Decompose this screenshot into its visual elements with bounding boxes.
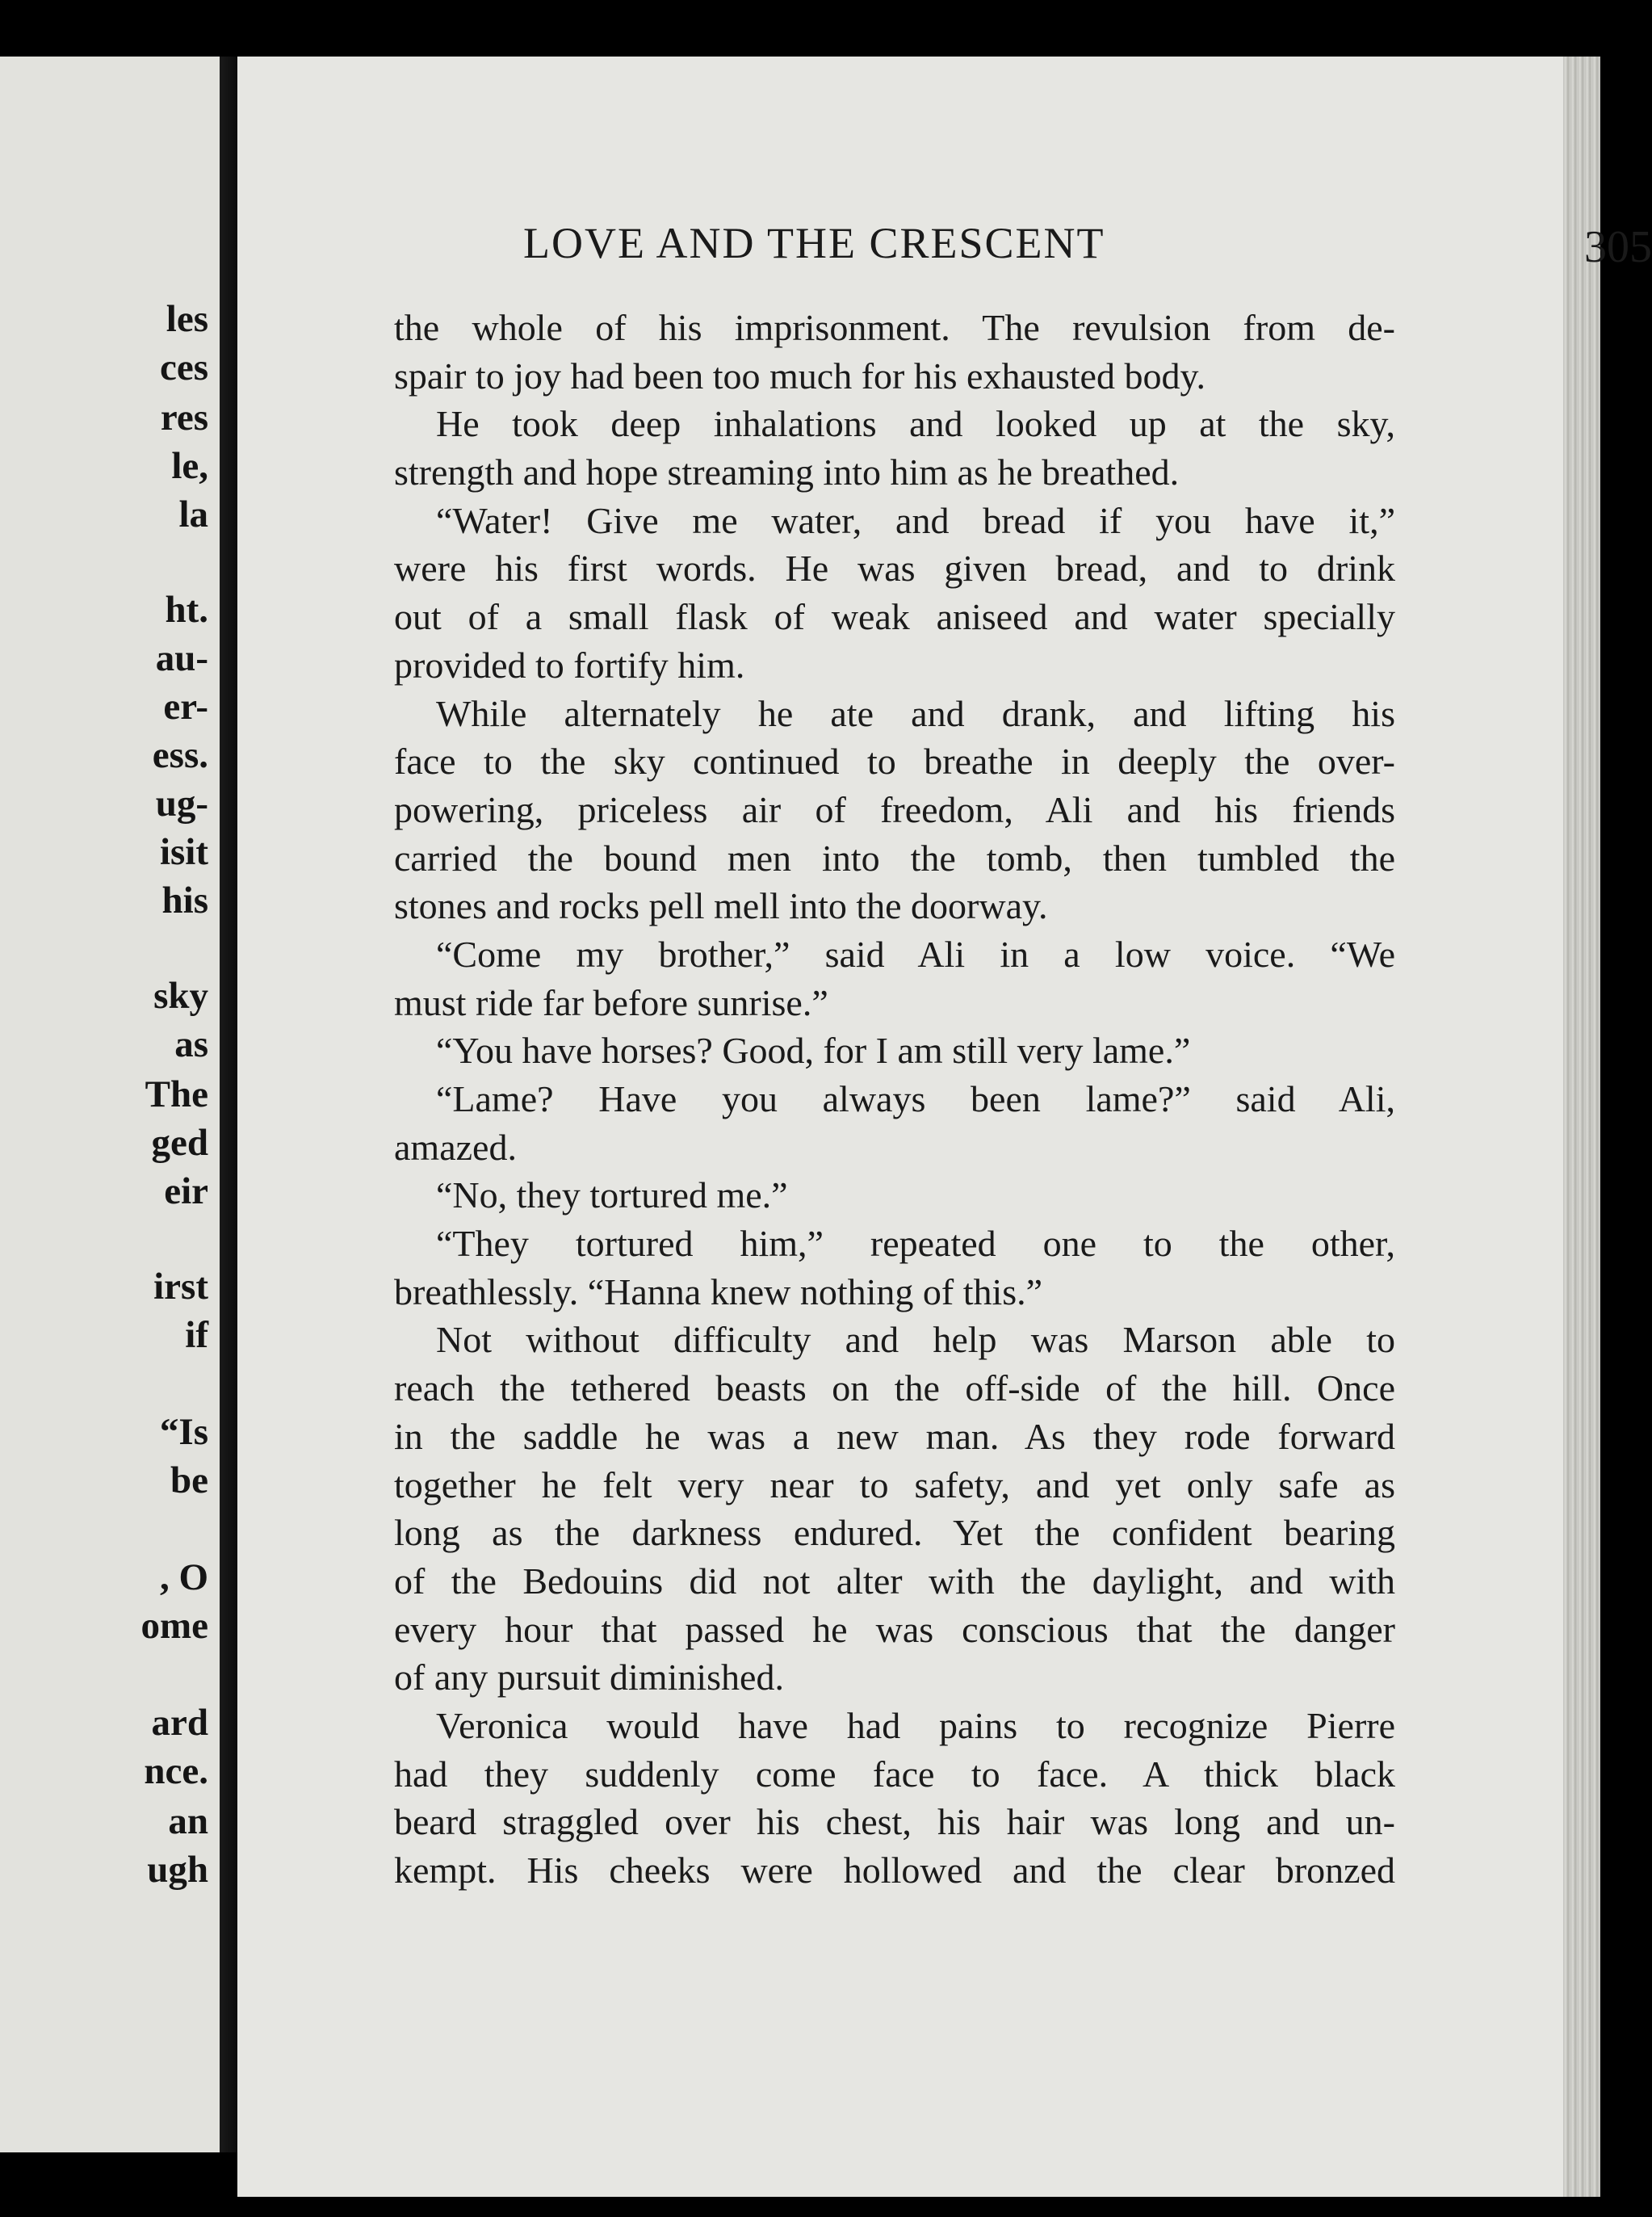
facing-page-fragment: ess. <box>152 734 208 776</box>
text-line: He took deep inhalations and looked up at the sky, <box>436 403 1395 445</box>
facing-page-fragment: au- <box>155 637 208 679</box>
running-head-title: LOVE AND THE CRESCENT <box>523 219 1105 267</box>
facing-page-fragment: ug- <box>155 783 208 825</box>
facing-page-fragment: ugh <box>147 1849 208 1891</box>
text-line: kempt. His cheeks were hollowed and the clear bronzed <box>394 1850 1395 1891</box>
text-line: of the Bedouins did not alter with the daylight, and with <box>394 1560 1395 1602</box>
facing-page-fragment: as <box>174 1023 208 1065</box>
text-line: breathlessly. “Hanna knew nothing of this.” <box>394 1270 1043 1312</box>
text-line: “Lame? Have you always been lame?” said Ali, <box>436 1078 1395 1119</box>
facing-page-fragment: res <box>160 397 208 439</box>
body-text <box>394 304 1395 1895</box>
text-line: strength and hope streaming into him as he breathed. <box>394 451 1180 493</box>
facing-page-fragment: isit <box>159 831 208 873</box>
book-gutter <box>220 57 237 2152</box>
text-line: must ride far before sunrise.” <box>394 981 828 1023</box>
facing-page-fragment: his <box>161 880 208 922</box>
text-line: powering, priceless air of freedom, Ali and his friends <box>394 788 1395 830</box>
text-line: the whole of his imprisonment. The revulsion from de- <box>394 307 1395 348</box>
book-page <box>237 57 1652 2197</box>
facing-page-fragment: les <box>166 298 208 340</box>
facing-page-fragment: eir <box>164 1170 208 1212</box>
text-line: “Water! Give me water, and bread if you have it,” <box>436 499 1395 541</box>
facing-page-fragment: irst <box>153 1266 208 1308</box>
text-line: spair to joy had been too much for his exhausted body. <box>394 355 1205 397</box>
text-line: had they suddenly come face to face. A thick black <box>394 1753 1395 1795</box>
facing-page-fragment: if <box>185 1314 208 1356</box>
facing-page-fragment: , O <box>159 1556 208 1598</box>
facing-page-fragment: “Is <box>159 1411 208 1453</box>
facing-page-fragment: be <box>170 1459 208 1501</box>
text-line: beard straggled over his chest, his hair was long and un- <box>394 1801 1395 1843</box>
text-line: “No, they tortured me.” <box>436 1174 788 1216</box>
facing-page-fragment: le, <box>171 445 208 487</box>
facing-page-fragment: ged <box>151 1122 208 1164</box>
text-line: “You have horses? Good, for I am still very lame.” <box>436 1030 1191 1072</box>
text-line: carried the bound men into the tomb, then tumbled the <box>394 837 1395 879</box>
text-line: Veronica would have had pains to recognize Pierre <box>436 1704 1395 1746</box>
text-line: together he felt very near to safety, and yet only safe as <box>394 1463 1395 1505</box>
facing-page-fragment: The <box>145 1073 208 1115</box>
text-line: in the saddle he was a new man. As they rode forward <box>394 1415 1395 1457</box>
facing-page <box>0 57 220 2152</box>
facing-page-fragment: la <box>178 493 208 535</box>
facing-page-fragment: an <box>168 1800 208 1842</box>
text-line: out of a small flask of weak aniseed and water specially <box>394 596 1395 638</box>
running-head <box>523 218 1652 283</box>
page-edge <box>1563 57 1600 2197</box>
page-number: 305 <box>1584 222 1652 272</box>
facing-page-fragment: ht. <box>165 589 208 631</box>
text-line: were his first words. He was given bread, and to drink <box>394 548 1395 590</box>
text-line: provided to fortify him. <box>394 644 745 686</box>
text-line: long as the darkness endured. Yet the confident bearing <box>394 1512 1395 1554</box>
text-line: every hour that passed he was conscious that the danger <box>394 1608 1395 1650</box>
text-line: face to the sky continued to breathe in deeply the over- <box>394 741 1395 783</box>
facing-page-fragment: nce. <box>144 1750 208 1792</box>
facing-page-fragment: sky <box>153 975 208 1017</box>
text-line: “They tortured him,” repeated one to the other, <box>436 1223 1395 1265</box>
text-line: amazed. <box>394 1126 517 1168</box>
text-line: While alternately he ate and drank, and lifting his <box>436 692 1395 734</box>
text-line: reach the tethered beasts on the off-side of the hill. Once <box>394 1367 1395 1409</box>
text-line: “Come my brother,” said Ali in a low voice. “We <box>436 933 1395 975</box>
facing-page-fragment: ces <box>159 346 208 388</box>
text-line: Not without difficulty and help was Marson able to <box>436 1319 1395 1361</box>
facing-page-fragment: ome <box>140 1605 208 1647</box>
text-line: of any pursuit diminished. <box>394 1656 784 1698</box>
text-line: stones and rocks pell mell into the doorway. <box>394 885 1048 927</box>
facing-page-fragment: ard <box>151 1702 208 1744</box>
facing-page-fragment: er- <box>163 686 208 728</box>
